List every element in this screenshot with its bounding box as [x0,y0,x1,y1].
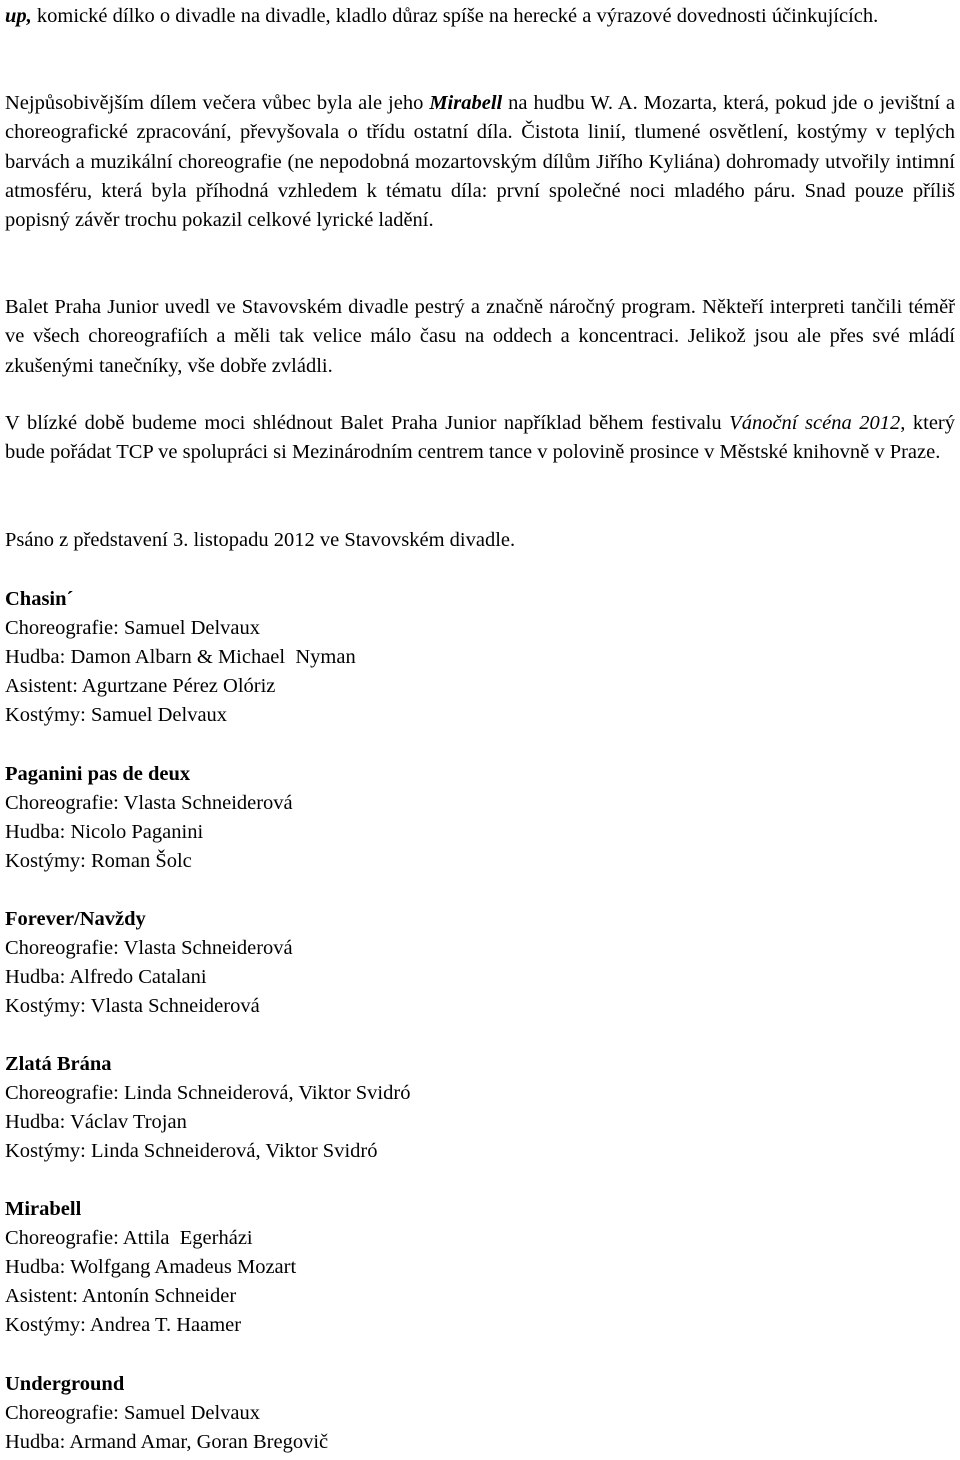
credit-line: Hudba: Nicolo Paganini [5,821,204,843]
credit-line: Hudba: Václav Trojan [5,1111,187,1133]
bold-italic-fragment: up, [5,5,32,27]
credits-block [5,1050,955,1166]
credit-line: Hudba: Damon Albarn & Michael Nyman [5,646,356,668]
credit-line: Kostýmy: Linda Schneiderová, Viktor Svidró [5,1140,378,1162]
credit-line: Asistent: Agurtzane Pérez Olóriz [5,675,276,697]
work-title: Forever/Navždy [5,908,146,930]
credit-line: Choreografie: Samuel Delvaux [5,1402,261,1424]
paragraph-text: komické dílko o divadle na divadle, kladlo důraz spíše na herecké a výrazové dovednosti účinkujících. [31,5,879,27]
credit-line: Hudba: Armand Amar, Goran Bregovič [5,1431,329,1453]
paragraph-program: Balet Praha Junior uvedl ve Stavovském divadle pestrý a značně náročný program. Někteří interpreti tančili téměř ve všech choreografiích a měli tak velice málo času na oddech a koncentraci. Jelikož jsou ale přes své mládí zkušenými tanečníky, vše dobře zvládli. [5,296,955,377]
festival-name: Vánoční scéna 2012 [729,412,901,434]
paragraph-text: V blízké době budeme moci shlédnout Balet Praha Junior například během festivalu [5,412,730,434]
credit-line: Choreografie: Vlasta Schneiderová [5,792,293,814]
work-title: Paganini pas de deux [5,763,191,785]
paragraph-text: na hudbu W. A. Mozarta, která, pokud jde o jevištní a choreografické zpracování, převyšovala o třídu ostatní díla. Čistota linií, tlumené osvětlení, kostýmy v teplých barvách a muzikální choreografie (ne nepodobná mozartovským dílům Jiřího Kyliána) dohromady utvořily intimní atmosféru, která byla příhodná vzhledem k tématu díla: první společné noci mladého páru. Snad pouze příliš popisný závěr trochu pokazil celkové lyrické ladění. [5,92,956,232]
work-title: Underground [5,1373,125,1395]
paragraph-text: , který bude pořádat TCP ve spolupráci si Mezinárodním centrem tance v polovině prosince v Městské knihovně v Praze. [5,412,956,464]
credit-line: Kostýmy: Samuel Delvaux [5,704,228,726]
paragraph-text: Nejpůsobivějším dílem večera vůbec byla ale jeho [5,92,430,114]
work-title: Chasin´ [5,588,74,610]
paragraph-upcoming [5,409,955,468]
work-title: Mirabell [5,1198,82,1220]
credit-line: Choreografie: Linda Schneiderová, Viktor Svidró [5,1082,411,1104]
credit-line: Kostýmy: Andrea T. Haamer [5,1314,242,1336]
credits-block [5,1370,955,1457]
credit-line: Hudba: Alfredo Catalani [5,966,207,988]
credit-line: Choreografie: Samuel Delvaux [5,617,261,639]
paragraph-written-note: Psáno z představení 3. listopadu 2012 ve Stavovském divadle. [5,529,516,551]
credit-line: Kostýmy: Vlasta Schneiderová [5,995,260,1017]
credits-block [5,585,955,730]
credit-line: Kostýmy: Roman Šolc [5,850,192,872]
credits-block [5,760,955,876]
credit-line: Asistent: Antonín Schneider [5,1285,237,1307]
paragraph-mirabell-review [5,89,955,235]
paragraph-review-continuation [5,2,955,31]
credit-line: Choreografie: Vlasta Schneiderová [5,937,293,959]
credit-line: Hudba: Wolfgang Amadeus Mozart [5,1256,297,1278]
work-title-mirabell: Mirabell [429,92,503,114]
credit-line: Choreografie: Attila Egerházi [5,1227,253,1249]
credits-block [5,905,955,1021]
credits-block [5,1195,955,1340]
work-title: Zlatá Brána [5,1053,112,1075]
